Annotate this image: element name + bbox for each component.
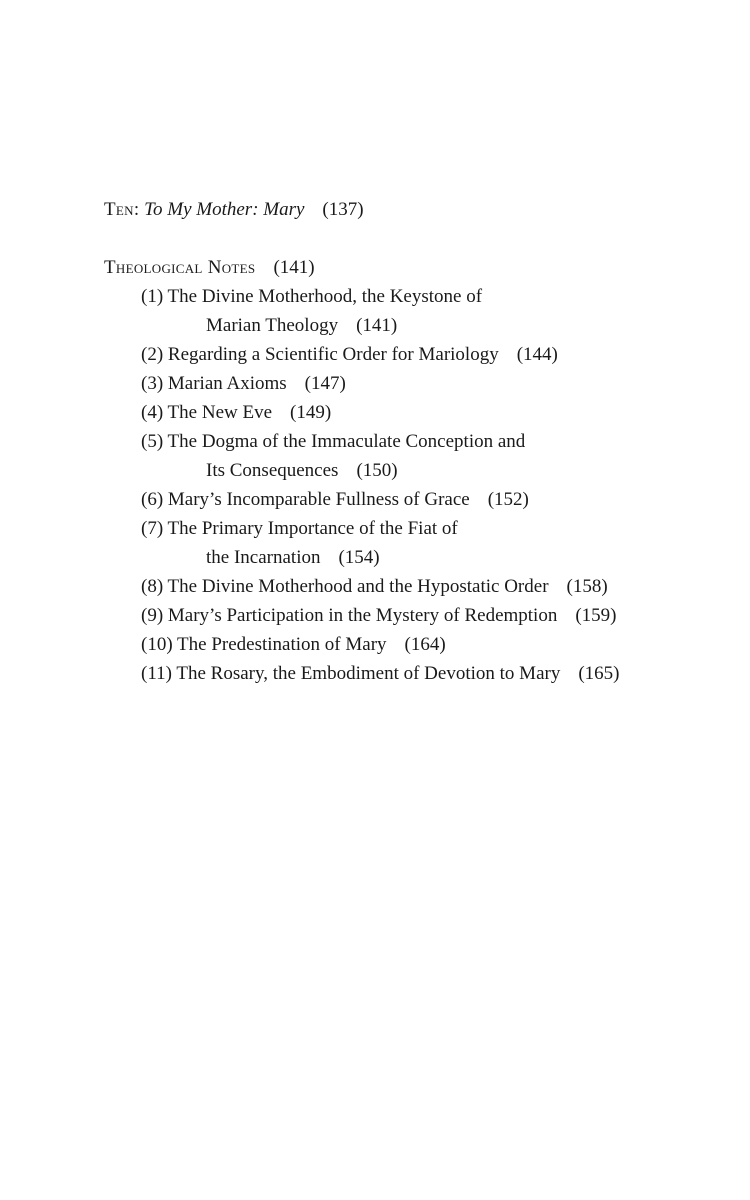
note-entry-11 [104, 659, 724, 688]
note-entry-6 [104, 485, 724, 514]
note-line: (1) The Divine Motherhood, the Keystone of [141, 286, 483, 307]
note-entry-8 [104, 572, 724, 601]
note-entry-3 [104, 369, 724, 398]
chapter-entry [104, 195, 724, 224]
note-entry-2 [104, 340, 724, 369]
note-line-text: (11) The Rosary, the Embodiment of Devotion to Mary [141, 663, 561, 684]
note-page: (147) [304, 373, 346, 394]
note-page: (152) [487, 489, 529, 510]
note-line [141, 340, 724, 369]
note-line [141, 572, 724, 601]
table-of-contents [104, 195, 724, 688]
note-line: (5) The Dogma of the Immaculate Conception and [141, 431, 526, 452]
note-page: (149) [290, 402, 332, 423]
note-line-text: (4) The New Eve [141, 402, 273, 423]
note-line [141, 659, 724, 688]
note-entry-9 [104, 601, 724, 630]
note-entry-1 [104, 282, 724, 340]
note-page: (154) [338, 547, 380, 568]
section-title: Theological Notes [104, 257, 256, 278]
section-page: (141) [273, 257, 315, 278]
note-line-continued [141, 543, 724, 572]
note-entry-4 [104, 398, 724, 427]
note-line-text: Its Consequences [206, 460, 339, 481]
note-page: (164) [404, 634, 446, 655]
note-line-text: (10) The Predestination of Mary [141, 634, 387, 655]
note-line: (7) The Primary Importance of the Fiat of [141, 518, 458, 539]
section-entry [104, 253, 724, 282]
note-line-text: (2) Regarding a Scientific Order for Mariology [141, 344, 499, 365]
note-line [141, 398, 724, 427]
note-entry-10 [104, 630, 724, 659]
chapter-label: Ten: [104, 199, 140, 220]
note-page: (150) [356, 460, 398, 481]
note-line-text: the Incarnation [206, 547, 321, 568]
note-line [141, 485, 724, 514]
note-line [141, 630, 724, 659]
note-entry-7 [104, 514, 724, 572]
note-line-text: (6) Mary’s Incomparable Fullness of Grace [141, 489, 470, 510]
note-page: (158) [566, 576, 608, 597]
note-line-continued [141, 456, 724, 485]
note-line-continued [141, 311, 724, 340]
note-entry-5 [104, 427, 724, 485]
section-gap [104, 224, 724, 253]
chapter-page: (137) [322, 199, 364, 220]
note-line [141, 601, 724, 630]
note-line [141, 369, 724, 398]
note-line-text: Marian Theology [206, 315, 339, 336]
note-page: (144) [516, 344, 558, 365]
note-line-text: (9) Mary’s Participation in the Mystery of Redemption [141, 605, 558, 626]
note-line-text: (3) Marian Axioms [141, 373, 287, 394]
chapter-title: To My Mother: Mary [144, 199, 305, 220]
note-page: (141) [356, 315, 398, 336]
note-page: (165) [578, 663, 620, 684]
note-line-text: (8) The Divine Motherhood and the Hypostatic Order [141, 576, 549, 597]
note-page: (159) [575, 605, 617, 626]
